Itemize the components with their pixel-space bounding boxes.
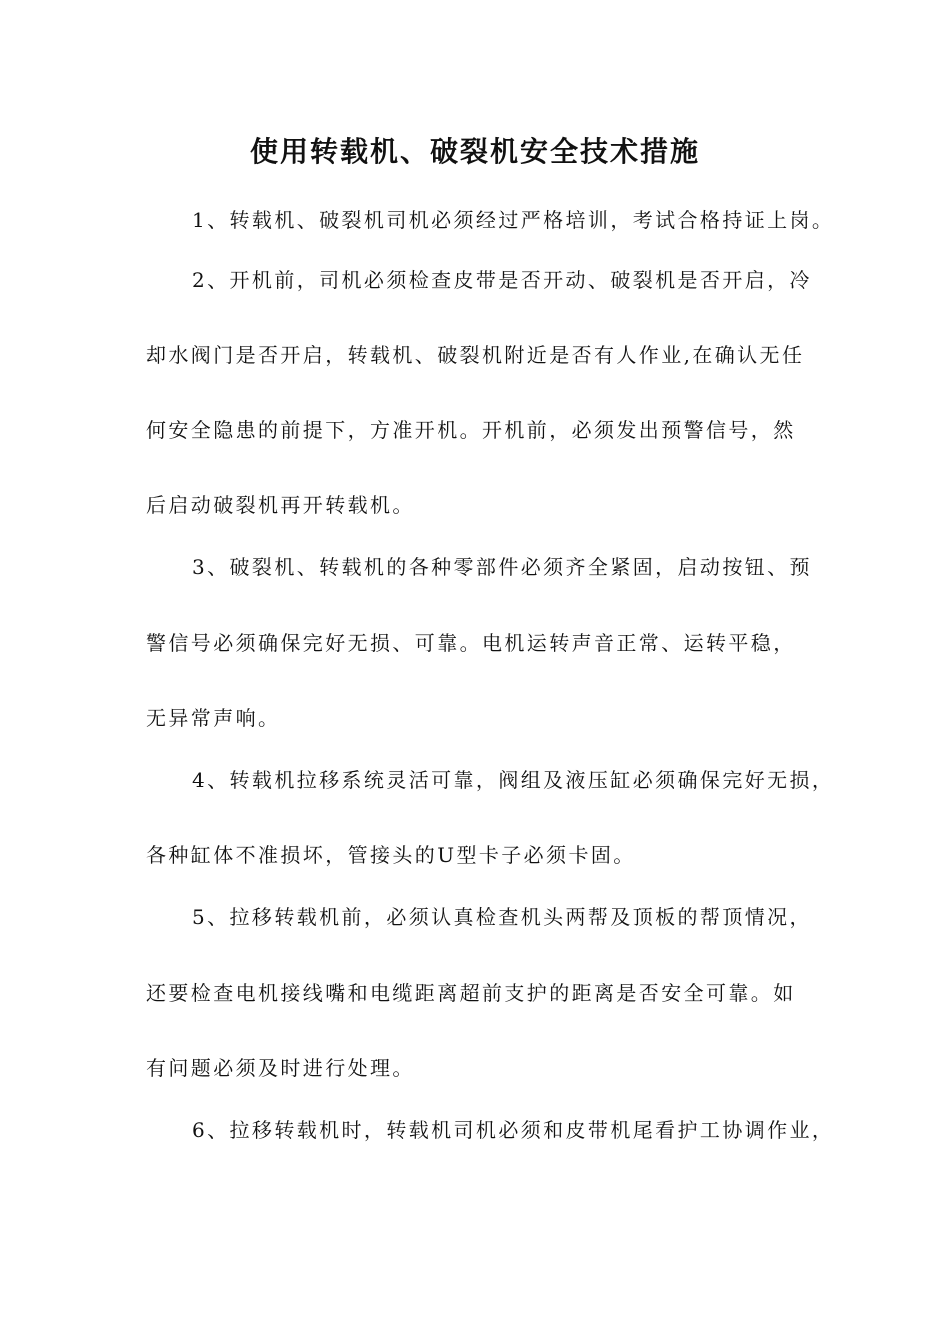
document-title: 使用转载机、破裂机安全技术措施	[249, 135, 700, 168]
text-line-13: 有问题必须及时进行处理。	[146, 1056, 415, 1080]
text-line-8: 无异常声响。	[146, 706, 281, 730]
text-line-1: 1、转载机、破裂机司机必须经过严格培训，考试合格持证上岗。	[192, 208, 835, 232]
text-line-9: 4、转载机拉移系统灵活可靠，阀组及液压缸必须确保完好无损，	[192, 768, 835, 792]
text-line-14: 6、拉移转载机时，转载机司机必须和皮带机尾看护工协调作业，	[192, 1118, 835, 1142]
text-line-5: 后启动破裂机再开转载机。	[146, 493, 415, 517]
text-line-12: 还要检查电机接线嘴和电缆距离超前支护的距离是否安全可靠。如	[146, 981, 796, 1005]
text-line-3: 却水阀门是否开启，转载机、破裂机附近是否有人作业,在确认无任	[146, 343, 805, 367]
text-line-7: 警信号必须确保完好无损、可靠。电机运转声音正常、运转平稳，	[146, 631, 796, 655]
text-line-11: 5、拉移转载机前，必须认真检查机头两帮及顶板的帮顶情况，	[192, 905, 812, 929]
text-line-2: 2、开机前，司机必须检查皮带是否开动、破裂机是否开启，冷	[192, 268, 812, 292]
text-line-4: 何安全隐患的前提下，方准开机。开机前，必须发出预警信号，然	[146, 418, 796, 442]
text-line-10: 各种缸体不准损坏，管接头的U型卡子必须卡固。	[146, 843, 636, 867]
text-line-6: 3、破裂机、转载机的各种零部件必须齐全紧固，启动按钮、预	[192, 555, 812, 579]
